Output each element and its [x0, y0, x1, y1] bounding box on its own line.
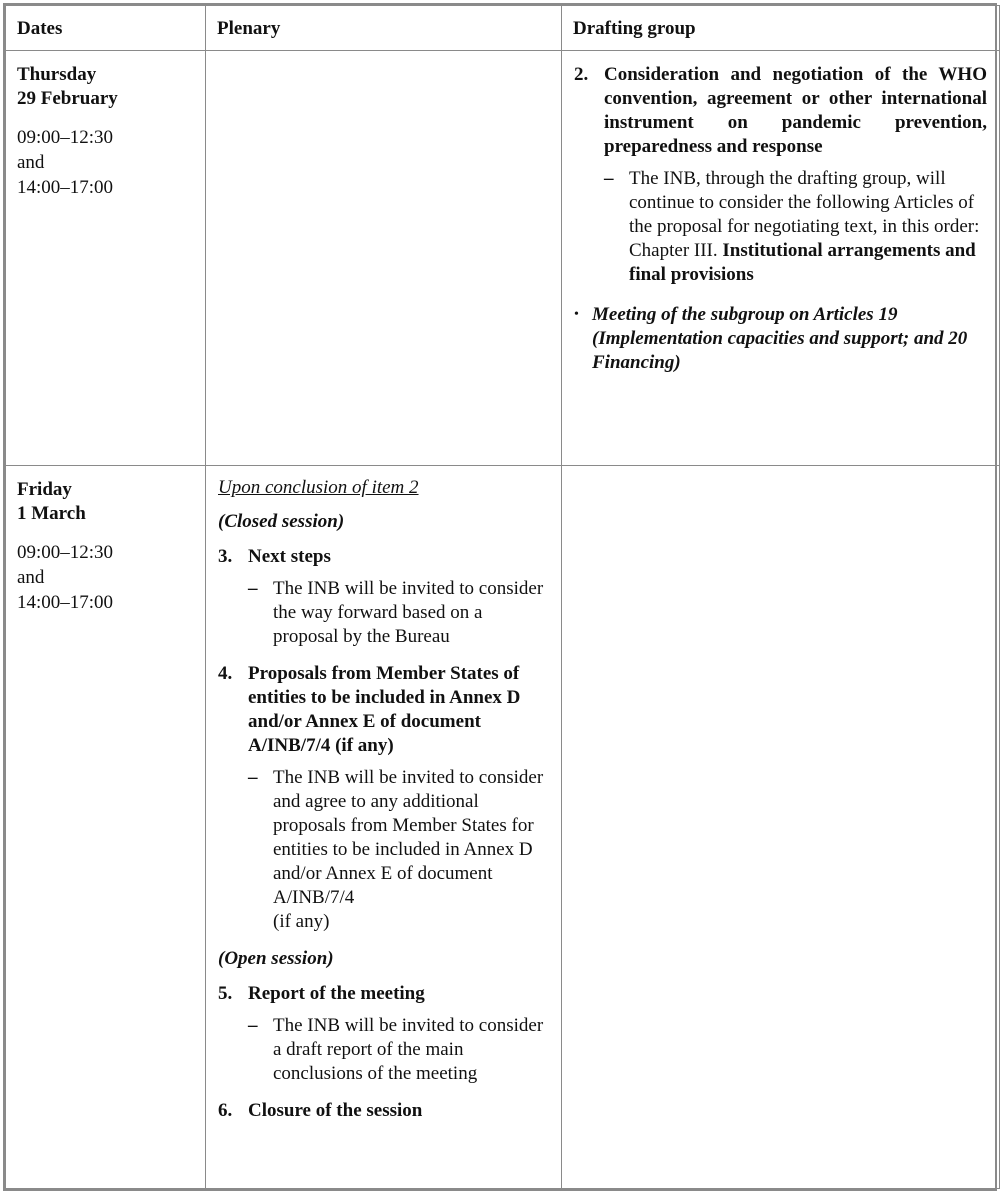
item-title: Report of the meeting [248, 983, 425, 1004]
day-date: 29 February [17, 88, 118, 109]
dash-marker: – [604, 168, 614, 189]
header-drafting: Drafting group [562, 6, 1000, 51]
dates-cell [6, 51, 206, 466]
time-morning: 09:00–12:30 [17, 542, 114, 563]
description-text: The INB will be invited to consider a draft report of the main conclusions of the meeting [273, 1015, 544, 1084]
item-number: 2. [574, 64, 589, 85]
agenda-item-2 [574, 63, 987, 159]
day-name: Friday [17, 479, 72, 500]
item-number: 3. [218, 546, 233, 567]
bullet-text: Meeting of the subgroup on Articles 19 (Implementation capacities and support; and 20 Financing) [592, 304, 968, 373]
item-number: 5. [218, 983, 233, 1004]
description-plain: The INB, through the drafting group, will continue to consider the following Articles of the proposal for negotiating text, in this order: Chapter III. [629, 168, 980, 261]
time-and: and [17, 567, 45, 588]
item-description [248, 577, 549, 649]
agenda-item-4 [218, 662, 549, 758]
item-description [248, 1014, 549, 1086]
dash-marker: – [248, 1015, 258, 1036]
dates-cell [6, 466, 206, 1189]
description-plain: The INB will be invited to consider and agree to any additional proposals from Member States for entities to be included in Annex D and/or Annex E of document A/INB/7/4 [273, 767, 544, 908]
description-bold: Institutional arrangements and final provisions [629, 240, 976, 285]
header-dates: Dates [6, 6, 206, 51]
item-number: 6. [218, 1100, 233, 1121]
table-row [6, 51, 1000, 466]
item-number: 4. [218, 663, 233, 684]
time-and: and [17, 152, 45, 173]
closed-session-label: (Closed session) [218, 511, 345, 532]
subgroup-bullet [574, 303, 987, 375]
table-row [6, 466, 1000, 1189]
time-afternoon: 14:00–17:00 [17, 177, 114, 198]
time-block [17, 540, 195, 615]
drafting-cell [562, 51, 1000, 466]
dash-marker: – [248, 578, 258, 599]
time-block [17, 125, 195, 200]
item-title: Next steps [248, 546, 331, 567]
day-name: Thursday [17, 64, 97, 85]
time-afternoon: 14:00–17:00 [17, 592, 114, 613]
description-tail: (if any) [273, 911, 330, 932]
description-text [273, 766, 549, 934]
header-plenary: Plenary [206, 6, 562, 51]
bullet-marker: • [574, 307, 579, 322]
agenda-page [3, 3, 997, 1191]
item-description [248, 766, 549, 934]
agenda-table [5, 5, 1000, 1189]
agenda-item-5 [218, 982, 549, 1006]
item-description [604, 167, 987, 287]
day-date: 1 March [17, 503, 86, 524]
open-session-label: (Open session) [218, 948, 334, 969]
plenary-cell [206, 51, 562, 466]
drafting-cell [562, 466, 1000, 1189]
agenda-item-3 [218, 545, 549, 569]
item-title: Proposals from Member States of entities to be included in Annex D and/or Annex E of document A/INB/7/4 (if any) [248, 663, 521, 756]
time-morning: 09:00–12:30 [17, 127, 114, 148]
conclusion-note: Upon conclusion of item 2 [218, 477, 419, 498]
description-text: The INB will be invited to consider the way forward based on a proposal by the Bureau [273, 578, 544, 647]
header-row [6, 6, 1000, 51]
item-title: Consideration and negotiation of the WHO convention, agreement or other international instrument on pandemic prevention, preparedness and response [604, 64, 987, 157]
item-title: Closure of the session [248, 1100, 423, 1121]
dash-marker: – [248, 767, 258, 788]
description-text [629, 167, 987, 287]
plenary-cell [206, 466, 562, 1189]
agenda-item-6 [218, 1099, 549, 1123]
